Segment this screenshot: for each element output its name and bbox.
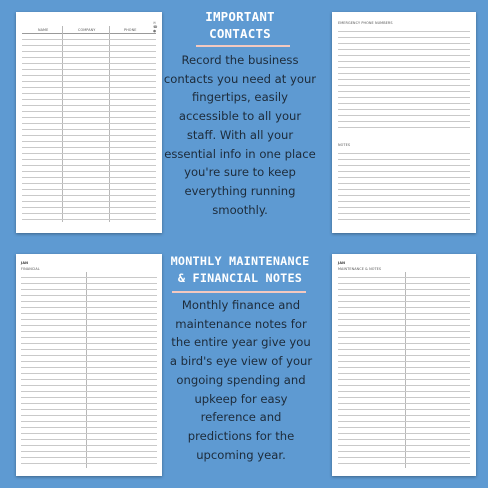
important-contacts-heading — [160, 8, 320, 42]
maintenance-page-preview — [332, 254, 476, 476]
maintenance-ruled-lines — [338, 272, 470, 468]
emergency-page-preview — [332, 12, 476, 233]
emergency-ruled-lines — [338, 26, 470, 130]
financial-page-title: FINANCIAL — [21, 267, 40, 271]
contacts-ruled-lines — [22, 34, 156, 222]
heading-line-1: IMPORTANT — [205, 9, 275, 24]
maintenance-description: Monthly finance and maintenance notes for the entire year give you a bird's eye view of your ongoing spending and upkeep for easy reference and predictions for the upcoming year. — [169, 298, 313, 462]
contacts-page-preview — [16, 12, 162, 233]
heading-underline — [172, 291, 306, 293]
heading-line-2: CONTACTS — [209, 26, 271, 41]
heading-underline — [196, 45, 290, 47]
contact-type-icons: ✉ ☎ ● — [153, 21, 158, 33]
financial-page-preview — [16, 254, 162, 476]
maintenance-financial-heading — [158, 253, 322, 287]
emergency-page-title: EMERGENCY PHONE NUMBERS — [338, 21, 393, 25]
financial-month-tag: JAN — [21, 261, 29, 265]
heading-line-1: MONTHLY MAINTENANCE — [170, 254, 310, 268]
heading-line-2: & FINANCIAL NOTES — [177, 271, 303, 285]
maintenance-page-title: MAINTENANCE & NOTES — [338, 267, 382, 271]
financial-ruled-lines — [21, 272, 157, 468]
contacts-column-phone: PHONE — [124, 28, 137, 32]
notes-label: NOTES — [338, 143, 351, 147]
maintenance-month-tag: JAN — [338, 261, 346, 265]
notes-ruled-lines — [338, 148, 470, 224]
contacts-column-company: COMPANY — [78, 28, 96, 32]
contacts-description: Record the business contacts you need at your fingertips, easily accessible to all your staff. With all your essential info in one place you're sure to keep everything running smoothly. — [163, 53, 317, 217]
contacts-column-name: NAME — [38, 28, 49, 32]
